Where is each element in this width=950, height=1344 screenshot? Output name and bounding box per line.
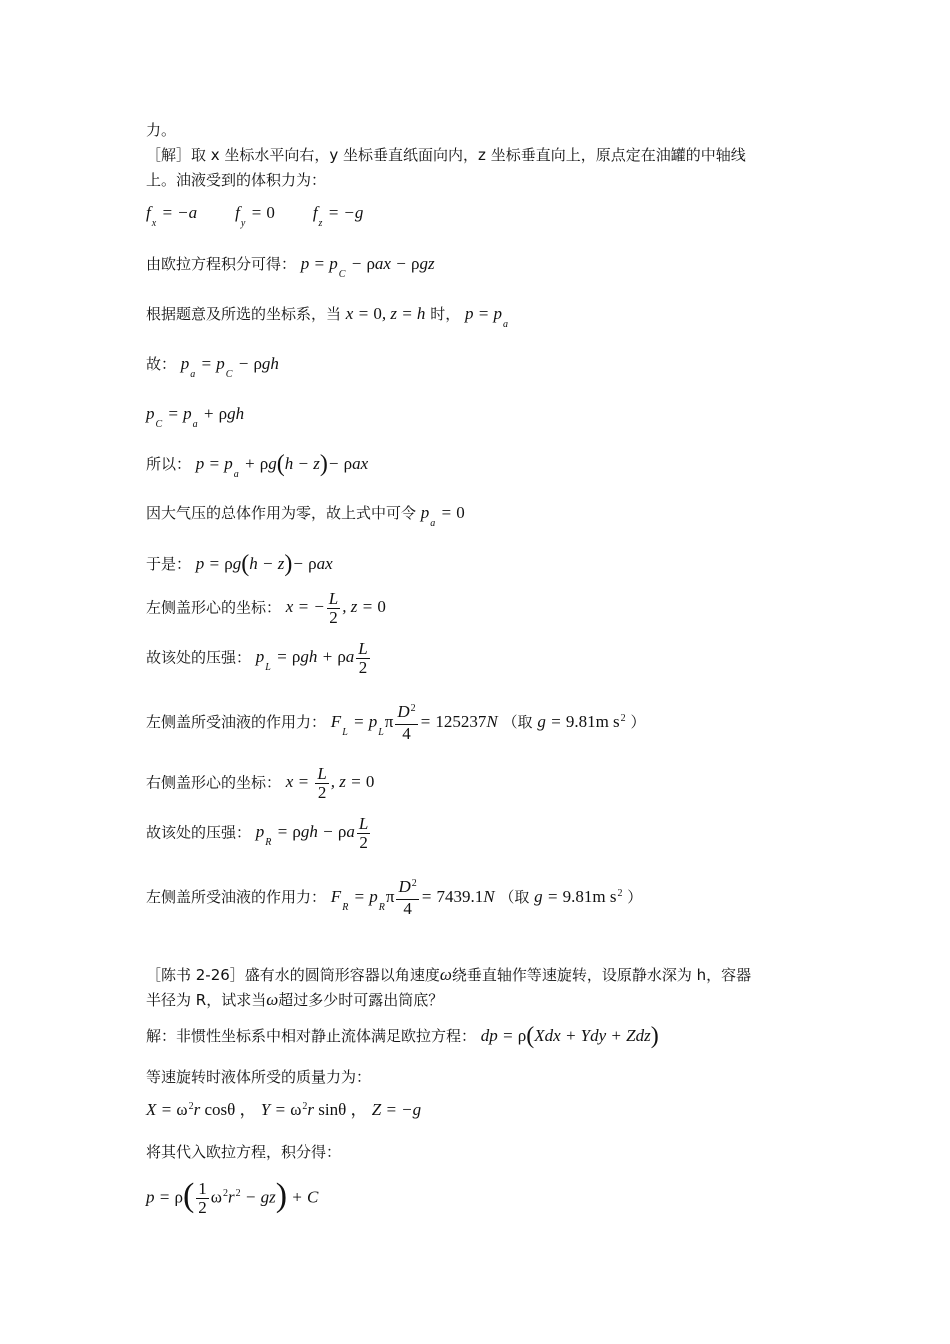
pressure-equation-2: p = ρg(h − z)− ρax <box>195 551 333 577</box>
euler-integration-line <box>146 254 435 280</box>
text-line-1: 力。 <box>146 121 177 139</box>
left-pressure-equation: $p_L = \rho gh + \rho a$ $\frac{L}{2}$ <box>255 639 368 677</box>
cond-result: $p = p_a$ <box>465 304 508 330</box>
problem-line-1 <box>146 965 751 985</box>
right-force-equation: $F_R = p_R\pi$ $\frac{D^2}{4}$ = 7439.1N <box>330 877 495 918</box>
left-centroid-equation: x = − $\frac{L}{2}$ , z = 0 <box>285 589 386 627</box>
euler-differential-equation: dp = ρ(Xdx + Ydy + Zdz) <box>480 1023 659 1049</box>
problem-text-2a: 半径为 R，试求当 <box>146 991 267 1009</box>
gu-label: 故： <box>146 355 177 373</box>
yushi-label: 于是： <box>146 555 192 573</box>
g-equation-1: g = 9.81m $s^2$ <box>537 711 626 731</box>
left-centroid-label: 左侧盖形心的坐标： <box>146 598 282 617</box>
right-force-label: 左侧盖所受油液的作用力： <box>146 887 327 906</box>
right-centroid-equation: x = $\frac{L}{2}$ , z = 0 <box>285 764 375 802</box>
body-force-equations: $f_x = -a$ $f_y = 0$ $f_z = -g$ <box>146 203 364 229</box>
solution-text-1: 解：非惯性坐标系中相对静止流体满足欧拉方程： <box>146 1027 477 1045</box>
problem-text-1b: 绕垂直轴作等速旋转，设原静水深为 h，容器 <box>451 966 752 984</box>
atm-label: 因大气压的总体作用为零，故上式中可令 <box>146 504 417 522</box>
right-pressure-line <box>146 815 372 852</box>
take-g-label-2: （取 <box>499 887 530 906</box>
atm-line <box>146 503 465 529</box>
right-force-line <box>146 878 642 918</box>
cond-label-1: 根据题意及所选的坐标系，当 <box>146 305 342 323</box>
pressure-equation-1: $p = p_a + \rho g(h - z)- \rho ax$ <box>195 451 369 480</box>
left-force-line <box>146 703 645 743</box>
right-centroid-label: 右侧盖形心的坐标： <box>146 773 282 792</box>
right-force-value: 7439.1 <box>436 886 484 906</box>
boundary-condition-line <box>146 304 509 330</box>
suoyi-line <box>146 451 369 480</box>
solution-line-1 <box>146 1023 659 1049</box>
left-force-label: 左侧盖所受油液的作用力： <box>146 712 327 731</box>
text-line-2: ［解］取 x 坐标水平向右，y 坐标垂直纸面向内，z 坐标垂直向上，原点定在油罐的中轴线 <box>146 146 746 164</box>
solution-line-3: 将其代入欧拉方程，积分得： <box>146 1143 342 1161</box>
problem-line-2 <box>146 990 443 1010</box>
mass-force-equations: $X = \omega^2r$ cosθ ， $Y = \omega^2r$ sinθ ， Z = −g <box>146 1100 422 1119</box>
right-pressure-equation: $p_R = \rho gh - \rho a$ $\frac{L}{2}$ <box>255 814 369 852</box>
pa-line <box>146 354 279 380</box>
integrated-pressure-equation: p = ρ( $\frac{1}{2}$ $\omega^2r^2 - gz) + C$ <box>146 1177 319 1217</box>
atm-equation: $p_a = 0$ <box>420 503 465 529</box>
left-pressure-label: 故该处的压强： <box>146 648 252 667</box>
suoyi-label: 所以： <box>146 455 192 473</box>
yushi-line <box>146 551 333 577</box>
left-force-value: 125237 <box>435 711 487 731</box>
solution-line-2: 等速旋转时液体所受的质量力为： <box>146 1068 372 1086</box>
right-pressure-label: 故该处的压强： <box>146 823 252 842</box>
left-centroid-line <box>146 590 386 627</box>
euler-label: 由欧拉方程积分可得： <box>146 255 297 273</box>
left-force-equation: $F_L = p_L\pi$ $\frac{D^2}{4}$ = 125237N <box>330 702 498 743</box>
omega-symbol-2: ω <box>266 990 279 1009</box>
right-centroid-line <box>146 765 374 802</box>
cond-values: x = 0, z = h <box>345 304 426 323</box>
problem-text-2b: 超过多少时可露出筒底？ <box>278 991 444 1009</box>
take-g-label-1: （取 <box>502 712 533 731</box>
euler-equation: $p = p_C - \rho ax - \rho gz$ <box>300 254 435 280</box>
take-g-close-1: ） <box>630 712 646 731</box>
text-line-3: 上。油液受到的体积力为： <box>146 171 327 189</box>
cond-label-2: 时， <box>430 305 461 323</box>
g-equation-2: g = 9.81m $s^2$ <box>534 886 623 906</box>
take-g-close-2: ） <box>627 887 643 906</box>
omega-symbol-1: ω <box>439 965 452 984</box>
left-pressure-line <box>146 640 372 677</box>
problem-text-1a: ［陈书 2-26］盛有水的圆筒形容器以角速度 <box>146 966 440 984</box>
pa-equation: $p_a = p_C - \rho gh$ <box>180 354 279 380</box>
pc-equation: $p_C = p_a + \rho gh$ <box>146 404 245 430</box>
